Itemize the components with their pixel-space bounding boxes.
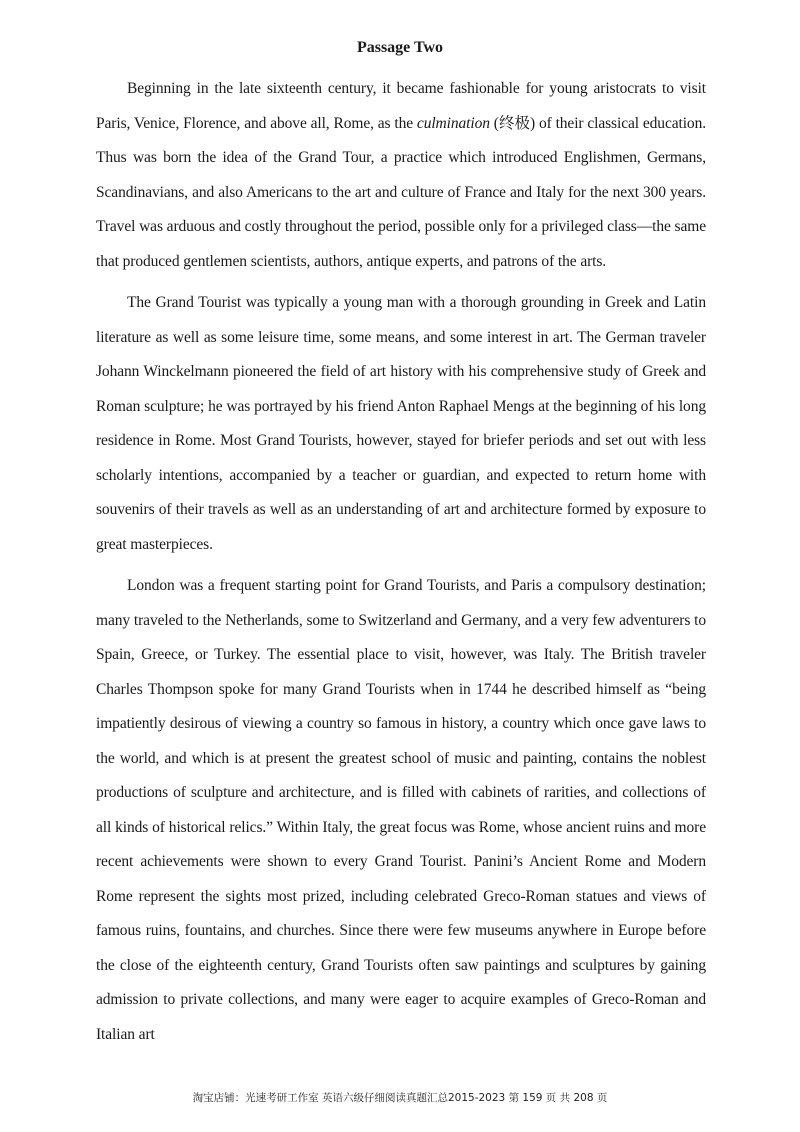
page-footer: 淘宝店铺：光速考研工作室 英语六级仔细阅读真题汇总2015-2023 第 159 页 共 208 页 <box>192 1092 608 1104</box>
paragraph-3: London was a frequent starting point for Grand Tourists, and Paris a compulsory destination; many traveled to the Netherlands, some to Switzerland and Germany, and a very few adventurers to Spain, Greece, or Turkey. The essential place to visit, however, was Italy. The British traveler Charles Thompson spoke for many Grand Tourists when in 1744 he described himself as “being impatiently desirous of viewing a country so famous in history, a country which once gave laws to the world, and which is at present the greatest school of music and painting, contains the noblest productions of sculpture and architecture, and is filled with cabinets of rarities, and collections of all kinds of historical relics.” Within Italy, the great focus was Rome, whose ancient ruins and more recent achievements were shown to every Grand Tourist. Panini’s Ancient Rome and Modern Rome represent the sights most prized, including celebrated Greco-Roman statues and views of famous ruins, fountains, and churches. Since there were few museums anywhere in Europe before the close of the eighteenth century, Grand Tourists often saw paintings and sculptures by gaining admission to private collections, and many were eager to acquire examples of Greco-Roman and Italian art <box>96 577 706 1043</box>
paragraph-1-text-end: (终极) of their classical education. Thus was born the idea of the Grand Tour, a practice which introduced Englishmen, Germans, Scandinavians, and also Americans to the art and culture of France and Italy for the next 300 years. Travel was arduous and costly throughout the period, possible only for a privileged class—the same that produced gentlemen scientists, authors, antique experts, and patrons of the arts. <box>96 114 706 270</box>
passage-body <box>96 72 706 1059</box>
passage-title: Passage Two <box>356 39 444 56</box>
paragraph-1 <box>96 72 706 279</box>
paragraph-1-text-start: Beginning in the late sixteenth century, it became fashionable for young aristocrats to visit Paris, Venice, Florence, and above all, Rome, as the <box>96 80 706 132</box>
paragraph-2: The Grand Tourist was typically a young man with a thorough grounding in Greek and Latin literature as well as some leisure time, some means, and some interest in art. The German traveler Johann Winckelmann pioneered the field of art history with his comprehensive study of Greek and Roman sculpture; he was portrayed by his friend Anton Raphael Mengs at the beginning of his long residence in Rome. Most Grand Tourists, however, stayed for briefer periods and set out with less scholarly intentions, accompanied by a teacher or guardian, and expected to return home with souvenirs of their travels as well as an understanding of art and architecture formed by exposure to great masterpieces. <box>96 294 706 553</box>
paragraph-1-emphasis: culmination <box>416 114 490 132</box>
